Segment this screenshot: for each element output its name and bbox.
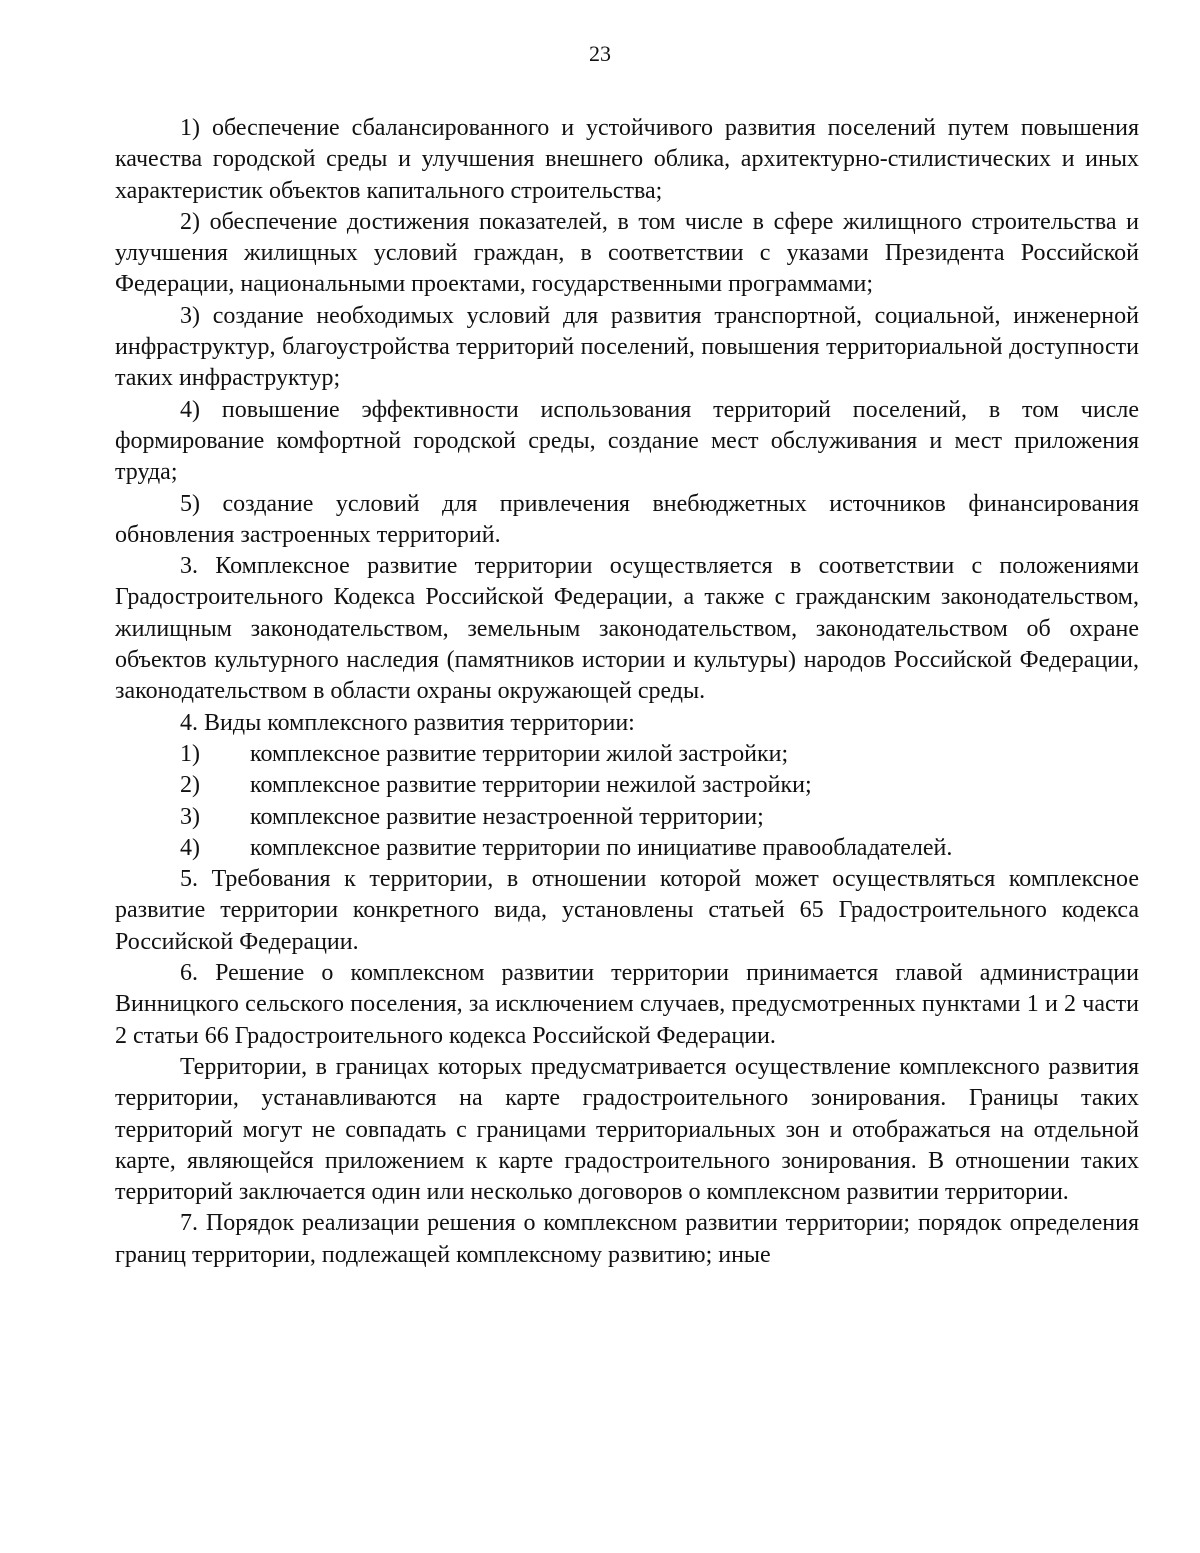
page-number: 23 bbox=[589, 41, 611, 66]
list-item bbox=[115, 833, 1139, 864]
paragraph-item-2: 2) обеспечение достижения показателей, в том числе в сфере жилищного строительства и улучшения жилищных условий граждан, в соответствии с указами Президента Российской Федерации, национальными проектами, государственными программами; bbox=[115, 208, 1139, 298]
paragraph-section-6: 6. Решение о комплексном развитии территории принимается главой администрации Винницкого сельского поселения, за исключением случаев, предусмотренных пунктами 1 и 2 части 2 статьи 66 Градостроительного кодекса Российской Федерации. bbox=[115, 960, 1139, 1049]
list-item-number: 3) bbox=[180, 803, 200, 830]
list-item bbox=[115, 802, 1139, 833]
list-item-text: комплексное развитие территории нежилой застройки; bbox=[250, 772, 812, 799]
paragraph-territories: Территории, в границах которых предусматривается осуществление комплексного развития территории, устанавливаются на карте градостроительного зонирования. Границы таких территорий могут не совпадать с границами территориальных зон и отображаться на отдельной карте, являющейся приложением к карте градостроительного зонирования. В отношении таких территорий заключается один или несколько договоров о комплексном развитии территории. bbox=[115, 1053, 1139, 1206]
document-body bbox=[115, 113, 1139, 1271]
list-item-text: комплексное развитие территории жилой застройки; bbox=[250, 740, 789, 767]
paragraph-item-4: 4) повышение эффективности использования территорий поселений, в том числе формирование комфортной городской среды, создание мест обслуживания и мест приложения труда; bbox=[115, 396, 1139, 486]
paragraph-section-7: 7. Порядок реализации решения о комплексном развитии территории; порядок определения границ территории, подлежащей комплексному развитию; иные bbox=[115, 1210, 1139, 1268]
list-item-text: комплексное развитие территории по инициативе правообладателей. bbox=[250, 834, 953, 861]
paragraph-item-3: 3) создание необходимых условий для развития транспортной, социальной, инженерной инфраструктур, благоустройства территорий поселений, повышения территориальной доступности таких инфраструктур; bbox=[115, 302, 1139, 392]
paragraph-section-4: 4. Виды комплексного развития территории: bbox=[180, 709, 635, 736]
types-list bbox=[115, 739, 1139, 864]
list-item-number: 2) bbox=[180, 772, 200, 799]
list-item-text: комплексное развитие незастроенной территории; bbox=[250, 803, 764, 830]
list-item bbox=[115, 739, 1139, 770]
paragraph-item-5: 5) создание условий для привлечения внебюджетных источников финансирования обновления застроенных территорий. bbox=[115, 490, 1139, 548]
paragraph-item-1: 1) обеспечение сбалансированного и устойчивого развития поселений путем повышения качества городской среды и улучшения внешнего облика, архитектурно-стилистических и иных характеристик объектов капитального строительства; bbox=[115, 115, 1139, 204]
list-item bbox=[115, 770, 1139, 801]
paragraph-section-3: 3. Комплексное развитие территории осуществляется в соответствии с положениями Градостроительного Кодекса Российской Федерации, а также с гражданским законодательством, жилищным законодательством, земельным законодательством, законодательством об охране объектов культурного наследия (памятников истории и культуры) народов Российской Федерации, законодательством в области охраны окружающей среды. bbox=[115, 553, 1139, 705]
paragraph-section-5: 5. Требования к территории, в отношении которой может осуществляться комплексное развитие территории конкретного вида, установлены статьей 65 Градостроительного кодекса Российской Федерации. bbox=[115, 866, 1139, 955]
list-item-number: 4) bbox=[180, 834, 200, 861]
list-item-number: 1) bbox=[180, 740, 200, 767]
